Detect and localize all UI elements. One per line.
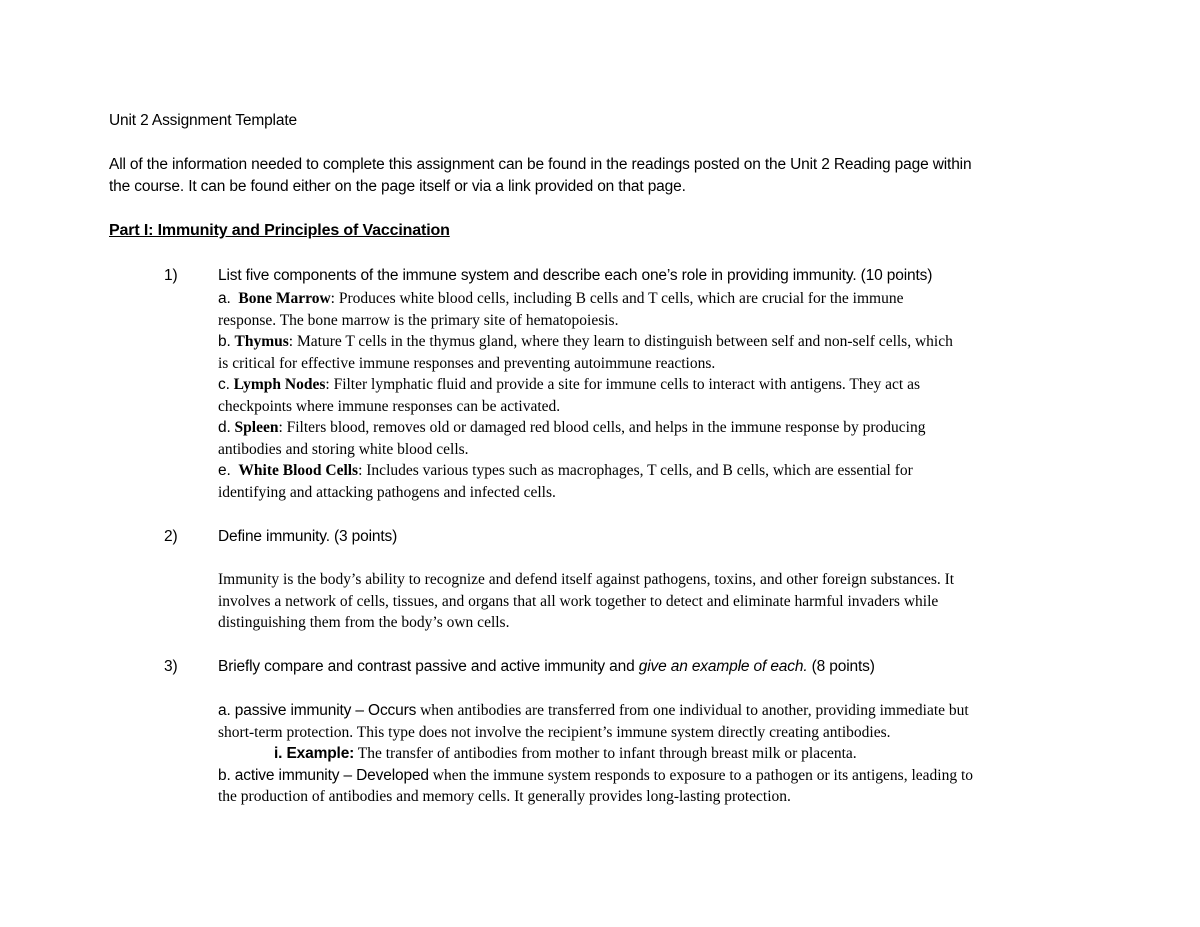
active-label: b. active immunity – Developed (218, 766, 429, 784)
question-prompt: Define immunity. (3 points) (218, 528, 398, 545)
example-item (218, 743, 1098, 765)
example-text: The transfer of antibodies from mother to infant through breast milk or placenta. (354, 745, 857, 762)
item-continuation: identifying and attacking pathogens and infected cells. (218, 483, 556, 501)
item-term: White Blood Cells (238, 462, 359, 479)
item-continuation: antibodies and storing white blood cells. (218, 440, 469, 458)
list-item (218, 331, 1098, 353)
item-letter: a. (218, 290, 231, 307)
intro-line: the course. It can be found either on the page itself or via a link provided on that page. (109, 178, 686, 195)
item-term: Thymus (234, 333, 289, 350)
intro-line: All of the information needed to complete this assignment can be found in the readings posted on the Unit 2 Reading page within (109, 156, 972, 173)
example-label: i. Example: (274, 745, 355, 762)
intro-paragraph (109, 154, 1099, 198)
passive-label: a. passive immunity – Occurs (218, 702, 417, 719)
item-continuation: response. The bone marrow is the primary site of hematopoiesis. (218, 311, 619, 329)
question-prompt: List five components of the immune system and describe each one’s role in providing immunity. (10 points) (218, 267, 933, 284)
prompt-points: (8 points) (807, 658, 875, 675)
answer-line: Immunity is the body’s ability to recognize and defend itself against pathogens, toxins, and other foreign substances. It (218, 571, 955, 588)
item-description: : Mature T cells in the thymus gland, where they learn to distinguish between self and non-self cells, which (288, 333, 953, 350)
active-description: when the immune system responds to exposure to a pathogen or its antigens, leading to (428, 766, 974, 784)
item-term: Lymph Nodes (233, 376, 326, 393)
q3-answer (218, 700, 1098, 808)
list-item (218, 374, 1098, 396)
item-description: : Includes various types such as macrophages, T cells, and B cells, which are essential for (358, 462, 913, 479)
item-continuation: is critical for effective immune responses and preventing autoimmune reactions. (218, 354, 716, 372)
document-title: Unit 2 Assignment Template (109, 112, 297, 129)
active-immunity-item (218, 765, 1098, 787)
active-continuation: the production of antibodies and memory cells. It generally provides long-lasting protection. (218, 788, 791, 805)
question-number: 2) (164, 528, 178, 545)
question-number: 3) (164, 658, 178, 675)
prompt-text: Briefly compare and contrast passive and active immunity and (218, 658, 639, 675)
answer-line: distinguishing them from the body’s own cells. (218, 614, 510, 631)
item-letter: c. (218, 376, 230, 393)
list-item (218, 460, 1098, 482)
question-number: 1) (164, 267, 178, 284)
passive-continuation: short-term protection. This type does not involve the recipient’s immune system directly creating antibodies. (218, 723, 891, 741)
q2-answer (218, 569, 1098, 634)
question-prompt (218, 656, 875, 678)
list-item (218, 417, 1098, 439)
item-term: Bone Marrow (238, 290, 331, 307)
item-term: Spleen (234, 419, 279, 436)
item-description: : Filter lymphatic fluid and provide a site for immune cells to interact with antigens. They act as (325, 376, 920, 393)
passive-description: when antibodies are transferred from one individual to another, providing immediate but (416, 702, 969, 719)
part-heading: Part I: Immunity and Principles of Vaccination (109, 222, 450, 239)
item-description: : Produces white blood cells, including B cells and T cells, which are crucial for the immune (330, 290, 904, 307)
prompt-italic: give an example of each. (638, 658, 808, 675)
item-description: : Filters blood, removes old or damaged red blood cells, and helps in the immune response by producing (278, 419, 926, 436)
list-item (218, 288, 1098, 310)
item-continuation: checkpoints where immune responses can be activated. (218, 397, 561, 415)
item-letter: b. (218, 333, 231, 350)
item-letter: e. (218, 462, 231, 479)
item-letter: d. (218, 419, 231, 436)
answer-line: involves a network of cells, tissues, and organs that all work together to detect and eliminate harmful invaders while (218, 592, 939, 610)
passive-immunity-item (218, 700, 1098, 722)
q1-answer-list (218, 288, 1098, 503)
